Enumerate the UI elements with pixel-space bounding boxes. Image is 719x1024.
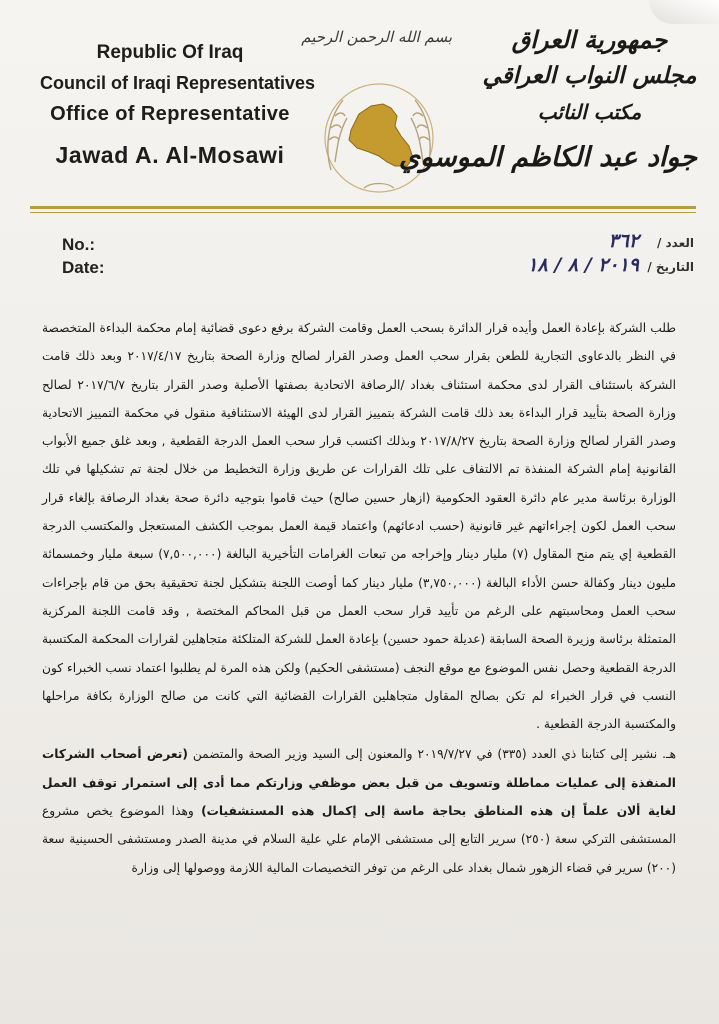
paragraph-2-intro: هـ. نشير إلى كتابنا ذي العدد (٣٣٥) في ٢٠١٩/٧/٢٧ والمعنون إلى السيد وزير الصحة والمتضمن (192, 747, 676, 762)
number-row (434, 232, 694, 256)
basmala: بسم الله الرحمن الرحيم (301, 28, 452, 46)
arabic-letterhead (398, 22, 697, 180)
english-meta (62, 233, 105, 279)
english-council: Council of Iraqi Representatives (40, 73, 316, 93)
page-fold-corner (649, 0, 719, 24)
no-label-en: No.: (62, 235, 96, 254)
english-letterhead (40, 38, 316, 173)
header-rule-thin (30, 212, 696, 213)
no-label-ar: العدد / (656, 236, 694, 250)
date-label-en: Date: (62, 258, 105, 277)
arabic-council: مجلس النواب العراقي (482, 62, 697, 89)
arabic-representative-name: جواد عبد الكاظم الموسوي (398, 142, 697, 173)
arabic-office: مكتب النائب (537, 100, 642, 124)
english-representative-name: Jawad A. Al-Mosawi (55, 142, 285, 168)
date-row (434, 256, 694, 280)
letter-body (42, 314, 676, 882)
date-label-ar: التاريخ / (647, 260, 694, 274)
arabic-country: جمهورية العراق (511, 25, 668, 54)
body-paragraph-1: طلب الشركة بإعادة العمل وأيده قرار الدائرة بسحب العمل وقامت الشركة برفع دعوى قضائية إمام محكمة البداءة المتخصصة في النظر بالدعاوى التجارية للطعن بقرار سحب العمل وصدر القرار لصالح وزارة الصحة بتاريخ ٢٠١٧/٤/١٧ وبعد ذلك قامت الشركة باستئناف القرار لدى محكمة استئناف بغداد /الرصافة الاتحادية بصفتها الأصلية وصدر القرار بتاريخ ٢٠١٧/٦/٧ لصالح وزارة الصحة بتأييد قرار البداءة بعد ذلك قامت الشركة بتمييز القرار لدى الهيئة الاستئنافية منقول في محكمة التمييز الاتحادية وصدر القرار لصالح وزارة الصحة بتاريخ ٢٠١٧/٨/٢٧ وبذلك اكتسب قرار سحب العمل الدرجة القطعية , وبعد غلق جميع الأبواب القانونية إمام الشركة المنفذة تم الالتفاف على تلك القرارات عن طريق وزارة التخطيط من خلال لجنة تم تشكيلها في تلك الوزارة برئاسة مدير عام دائرة العقود الحكومية (ازهار حسين صالح) حيث قاموا بتوجيه دائرة صحة بغداد الرصافة بإلغاء قرار سحب العمل لكون إجراءاتهم غير قانونية (حسب ادعائهم) واعتماد قيمة العمل بموجب الكشف المستعجل والمكتسب الدرجة القطعية إي يتم منح المقاول (٧) مليار دينار وإخراجه من تبعات الغرامات التأخيرية البالغة (٧,٥٠٠,٠٠٠) سبعة مليار وخمسمائة مليون دينار وكفالة حسن الأداء البالغة (٣,٧٥٠,٠٠٠) مليار دينار كما أوصت اللجنة بتشكيل لجنة تحقيقية بحق من قام بإجراءات سحب العمل ومحاسبتهم على الرغم من تأييد قرار سحب العمل من قبل المحاكم المختصة , وقد قامت اللجنة المركزية المتمثلة برئاسة وزيرة الصحة السابقة (عديلة حمود حسين) بإعادة العمل للشركة المتلكئة متجاهلين لقرارات المحكمة المكتسبة الدرجة القطعية وحصل نفس الموضوع مع موقع النجف (مستشفى الحكيم) ولكن هذه المرة لم يطلبوا اعتماد نسب الخبراء كون النسب في قرار الخبراء لم تكن بصالح المقاول متجاهلين القرارات القضائية التي كانت من صالح الوزارة بكافة مراحلها والمكتسبة الدرجة القطعية . (42, 321, 677, 732)
number-value: ٣٦٢ (608, 230, 639, 252)
body-paragraph-2 (42, 740, 676, 881)
paragraph-2-rest: وهذا الموضوع يخص مشروع المستشفى التركي سعة (٢٥٠) سرير التابع إلى مستشفى الإمام علي علية السلام في مدينة الصدر ومستشفى الحسينية سعة (٢٠٠) سرير في قضاء الزهور شمال بغداد على الرغم من توفر التخصيصات المالية اللازمة ووصولها إلى وزارة (42, 804, 677, 875)
paragraph-2-bold: (تعرض أصحاب الشركات المنفذة إلى عمليات مماطلة وتسويف من قبل بعض موظفي وزارتكم مما أدى إلى استمرار توقف العمل لغاية ألان علماً إن هذه المناطق بحاجة ماسة إلى إكمال هذه المستشفيات) (42, 747, 677, 819)
iraq-map-emblem-icon (309, 70, 449, 200)
arabic-meta (434, 232, 694, 280)
header-rule-thick (30, 206, 696, 209)
english-country: Republic Of Iraq (96, 42, 244, 63)
english-office: Office of Representative (50, 103, 290, 125)
date-value: ٢٠١٩ / ٨ / ١٨ (527, 254, 639, 276)
